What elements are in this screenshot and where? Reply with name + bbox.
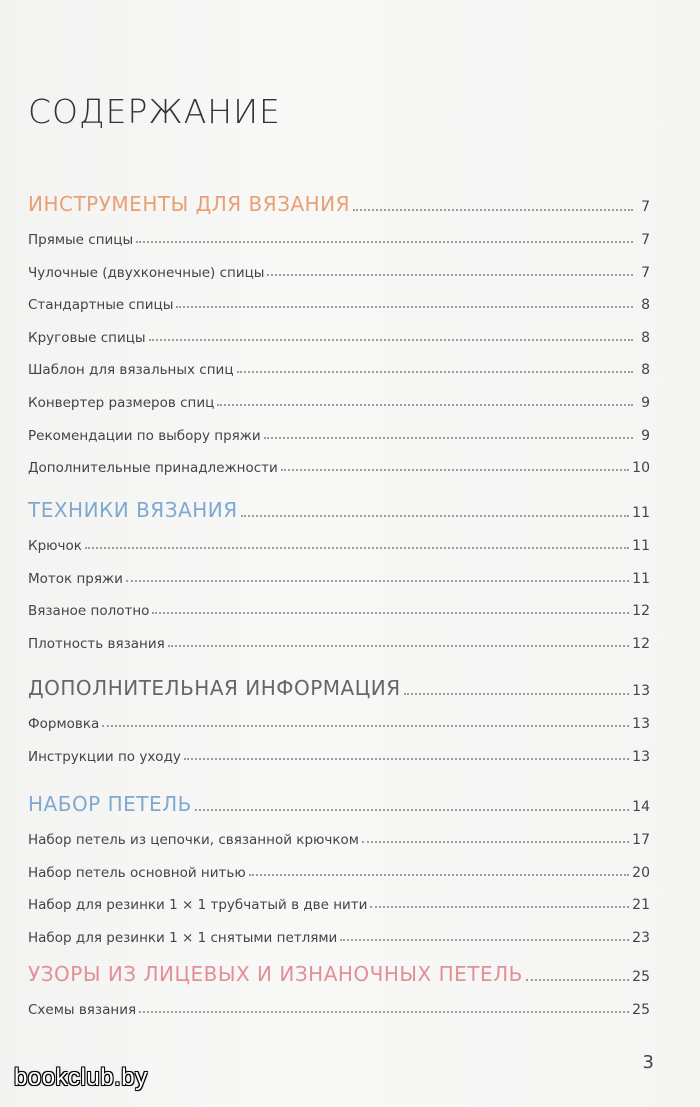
toc-item[interactable] (28, 832, 650, 848)
toc-item-page: 8 (641, 329, 650, 346)
dot-leader (526, 979, 629, 981)
toc-item[interactable] (28, 460, 650, 476)
toc-section-page: 7 (641, 199, 650, 215)
toc-item[interactable] (28, 297, 650, 313)
toc-section-label: НАБОР ПЕТЕЛЬ (28, 792, 192, 816)
dot-leader (139, 1011, 629, 1013)
toc-item-page: 13 (632, 748, 650, 765)
toc-item-label: Конвертер размеров спиц (28, 395, 215, 411)
toc-item-page: 17 (632, 832, 650, 848)
dot-leader (126, 580, 629, 582)
toc-item-label: Крючок (28, 538, 82, 554)
dot-leader (184, 758, 629, 760)
toc-item-label: Прямые спицы (28, 232, 134, 248)
toc-item[interactable] (28, 571, 650, 587)
toc-item-page: 25 (632, 1002, 650, 1018)
toc-section[interactable] (28, 192, 650, 216)
toc-item[interactable] (28, 362, 650, 378)
toc-item[interactable] (28, 897, 650, 913)
toc-section-page: 25 (632, 969, 650, 985)
toc-item-page: 23 (632, 929, 650, 946)
toc-item-page: 9 (641, 395, 650, 411)
dot-leader (195, 809, 629, 811)
toc-item[interactable] (28, 716, 650, 732)
toc-section-label: ИНСТРУМЕНТЫ ДЛЯ ВЯЗАНИЯ (28, 192, 351, 216)
toc-section[interactable] (28, 962, 650, 986)
page-number: 3 (642, 1052, 654, 1073)
dot-leader (340, 939, 629, 941)
dot-leader (281, 469, 629, 471)
toc-section-page: 11 (632, 505, 650, 521)
page-title: СОДЕРЖАНИЕ (28, 92, 281, 131)
toc-item-label: Набор для резинки 1 × 1 трубчатый в две нити (28, 897, 368, 914)
dot-leader (353, 209, 633, 211)
toc-item-label: Рекомендации по выбору пряжи (28, 427, 261, 444)
toc-item[interactable] (28, 265, 650, 281)
toc-item[interactable] (28, 1002, 650, 1018)
toc-section-label: ДОПОЛНИТЕЛЬНАЯ ИНФОРМАЦИЯ (28, 676, 401, 700)
toc-item[interactable] (28, 930, 650, 946)
toc-item-label: Плотность вязания (28, 635, 165, 652)
dot-leader (264, 437, 633, 439)
toc-section[interactable] (28, 792, 650, 816)
toc-item-label: Моток пряжи (28, 570, 123, 587)
toc-section-page: 13 (632, 683, 650, 699)
toc-item-page: 11 (632, 538, 650, 554)
toc-item-page: 7 (641, 232, 650, 248)
watermark: bookclub.by (14, 1064, 148, 1091)
toc-item[interactable] (28, 538, 650, 554)
toc-item-label: Набор для резинки 1 × 1 снятыми петлями (28, 929, 338, 946)
toc-item-page: 20 (632, 864, 650, 881)
dot-leader (404, 693, 630, 695)
dot-leader (168, 645, 629, 647)
toc-item-label: Набор петель основной нитью (28, 864, 246, 881)
toc-item-page: 7 (641, 264, 650, 281)
dot-leader (241, 515, 630, 517)
toc-section[interactable] (28, 498, 650, 522)
dot-leader (149, 339, 633, 341)
toc-item-page: 12 (632, 635, 650, 652)
toc-section-page: 14 (632, 799, 650, 815)
toc-item[interactable] (28, 603, 650, 619)
dot-leader (176, 306, 633, 308)
toc-item-page: 8 (641, 297, 650, 314)
toc-section-label: УЗОРЫ ИЗ ЛИЦЕВЫХ И ИЗНАНОЧНЫХ ПЕТЕЛЬ (28, 962, 523, 986)
toc-item-label: Чулочные (двухконечные) спицы (28, 264, 265, 281)
toc-item[interactable] (28, 330, 650, 346)
toc-item-label: Круговые спицы (28, 329, 146, 346)
toc-item-label: Шаблон для вязальных спиц (28, 362, 234, 379)
dot-leader (152, 612, 629, 614)
dot-leader (136, 241, 633, 243)
toc-section-label: ТЕХНИКИ ВЯЗАНИЯ (28, 498, 238, 522)
toc-item-page: 21 (632, 897, 650, 914)
toc-item-label: Схемы вязания (28, 1002, 137, 1018)
dot-leader (267, 274, 633, 276)
toc-item[interactable] (28, 865, 650, 881)
toc-item[interactable] (28, 395, 650, 411)
dot-leader (102, 725, 629, 727)
dot-leader (362, 841, 629, 843)
toc-item[interactable] (28, 749, 650, 765)
dot-leader (217, 404, 633, 406)
toc-item-label: Дополнительные принадлежности (28, 460, 278, 477)
dot-leader (237, 371, 633, 373)
dot-leader (370, 906, 629, 908)
toc-item-label: Инструкции по уходу (28, 748, 181, 765)
toc-item-label: Вязаное полотно (28, 603, 150, 620)
dot-leader (249, 874, 629, 876)
toc-item[interactable] (28, 232, 650, 248)
toc-item-page: 13 (632, 716, 650, 732)
toc-item-page: 9 (641, 427, 650, 444)
toc-item[interactable] (28, 428, 650, 444)
dot-leader (85, 547, 629, 549)
toc-item-page: 10 (632, 460, 650, 477)
toc-item-page: 12 (632, 603, 650, 620)
toc-section[interactable] (28, 676, 650, 700)
toc-item-label: Формовка (28, 716, 100, 732)
toc-item-page: 8 (641, 362, 650, 379)
toc-item[interactable] (28, 636, 650, 652)
toc-item-label: Стандартные спицы (28, 297, 174, 314)
toc-item-label: Набор петель из цепочки, связанной крючком (28, 832, 359, 848)
toc-item-page: 11 (632, 570, 650, 587)
